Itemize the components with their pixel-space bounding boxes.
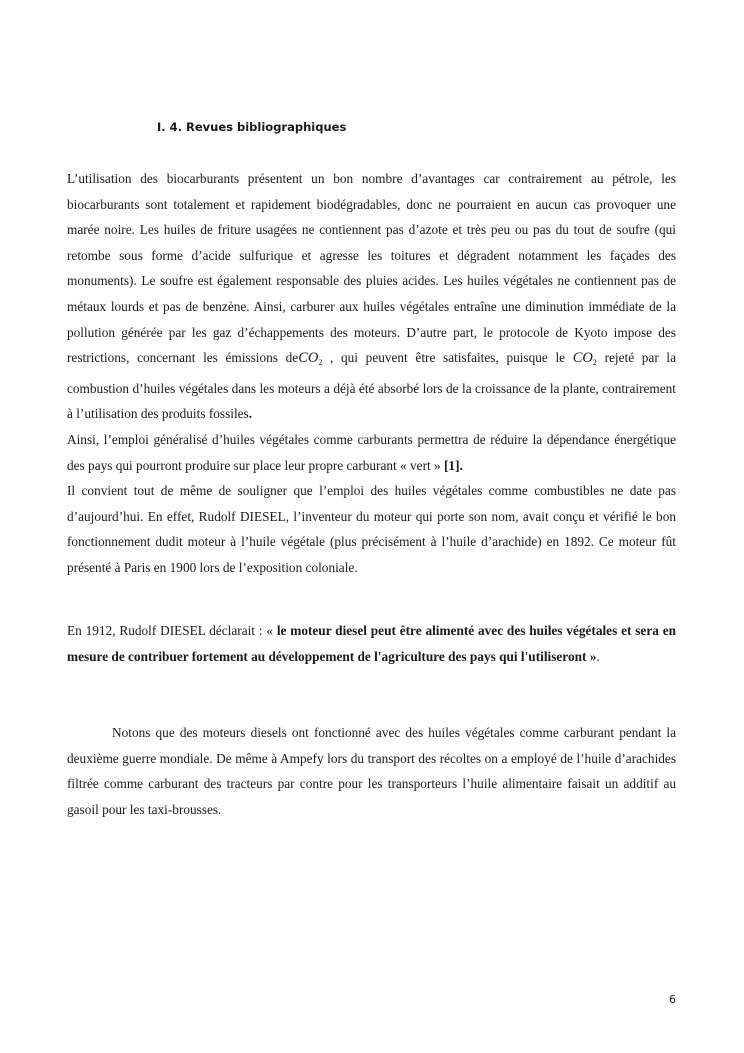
diesel-quote: le moteur diesel peut être alimenté avec des huiles végétales et sera en mesure de contribuer fortement au développement de l'agriculture des pays qui l'utiliseront »	[67, 623, 676, 664]
paragraph-dependence-text: Ainsi, l’emploi généralisé d’huiles végétales comme carburants permettra de réduire la dépendance énergétique des pays qui pourront produire sur place leur propre carburant « vert »	[67, 431, 676, 473]
paragraph-wartime-use: Notons que des moteurs diesels ont fonctionné avec des huiles végétales comme carburant pendant la deuxième guerre mondiale. De même à Ampefy lors du transport des récoltes on a employé de l’huile d’arachides filtrée comme carburant des tracteurs par contre pour les transporteurs l’huile alimentaire faisait un additif au gasoil pour les taxi-brousses.	[67, 725, 676, 817]
paragraph-advantages-text-a: L’utilisation des biocarburants présentent un bon nombre d’avantages car contrairement au pétrole, les biocarburants sont totalement et rapidement biodégradables, donc ne pourraient en aucun cas provoquer une marée noire. Les huiles de friture usagées ne contiennent pas d’azote et très peu ou pas du tout de soufre (qui retombe sous forme d’acide sulfurique et agresse les toitures et dégradent notamment les façades des monuments). Le soufre est également responsable des pluies acides. Les huiles végétales ne contiennent pas de métaux lourds et pas de benzène. Ainsi, carburer aux huiles végétales entraîne une diminution immédiate de la pollution générée par les gaz d’échappements des moteurs. D’autre part, le protocole de Kyoto impose des restrictions, concernant les émissions de	[67, 171, 676, 366]
paragraph-advantages	[67, 166, 676, 581]
quote-end: .	[596, 648, 600, 664]
co2-symbol-2: CO	[572, 350, 593, 367]
quote-intro: En 1912, Rudolf DIESEL déclarait : «	[67, 623, 273, 638]
co2-subscript-2: 2	[592, 358, 597, 368]
paragraph-advantages-text-b: , qui peuvent être satisfaites, puisque le	[330, 350, 566, 366]
co2-formula	[298, 350, 322, 366]
co2-subscript: 2	[318, 358, 323, 368]
co2-formula-2	[573, 350, 597, 366]
co2-symbol: CO	[298, 350, 319, 367]
section-heading: I. 4. Revues bibliographiques	[157, 120, 347, 134]
page-number: 6	[669, 993, 676, 1006]
paragraph-history-text: Il convient tout de même de souligner que l’emploi des huiles végétales comme combustibles ne date pas d’aujourd’hui. En effet, Rudolf DIESEL, l’inventeur du moteur qui porte son nom, avait conçu et vérifié le bon fonctionnement dudit moteur à l’huile végétale (plus précisément à l’huile d’arachide) en 1892. Ce moteur fût présenté à Paris en 1900 lors de l’exposition coloniale.	[67, 483, 676, 575]
paragraph-diesel-quote	[67, 618, 676, 669]
paragraph-advantages-text-c: rejeté par la combustion d’huiles végétales dans les moteurs a déjà été absorbé lors de la croissance de la plante, contrairement à l’utilisation des produits fossiles	[67, 350, 677, 422]
citation-ref: [1].	[444, 457, 463, 473]
fossils-period: .	[248, 406, 253, 422]
